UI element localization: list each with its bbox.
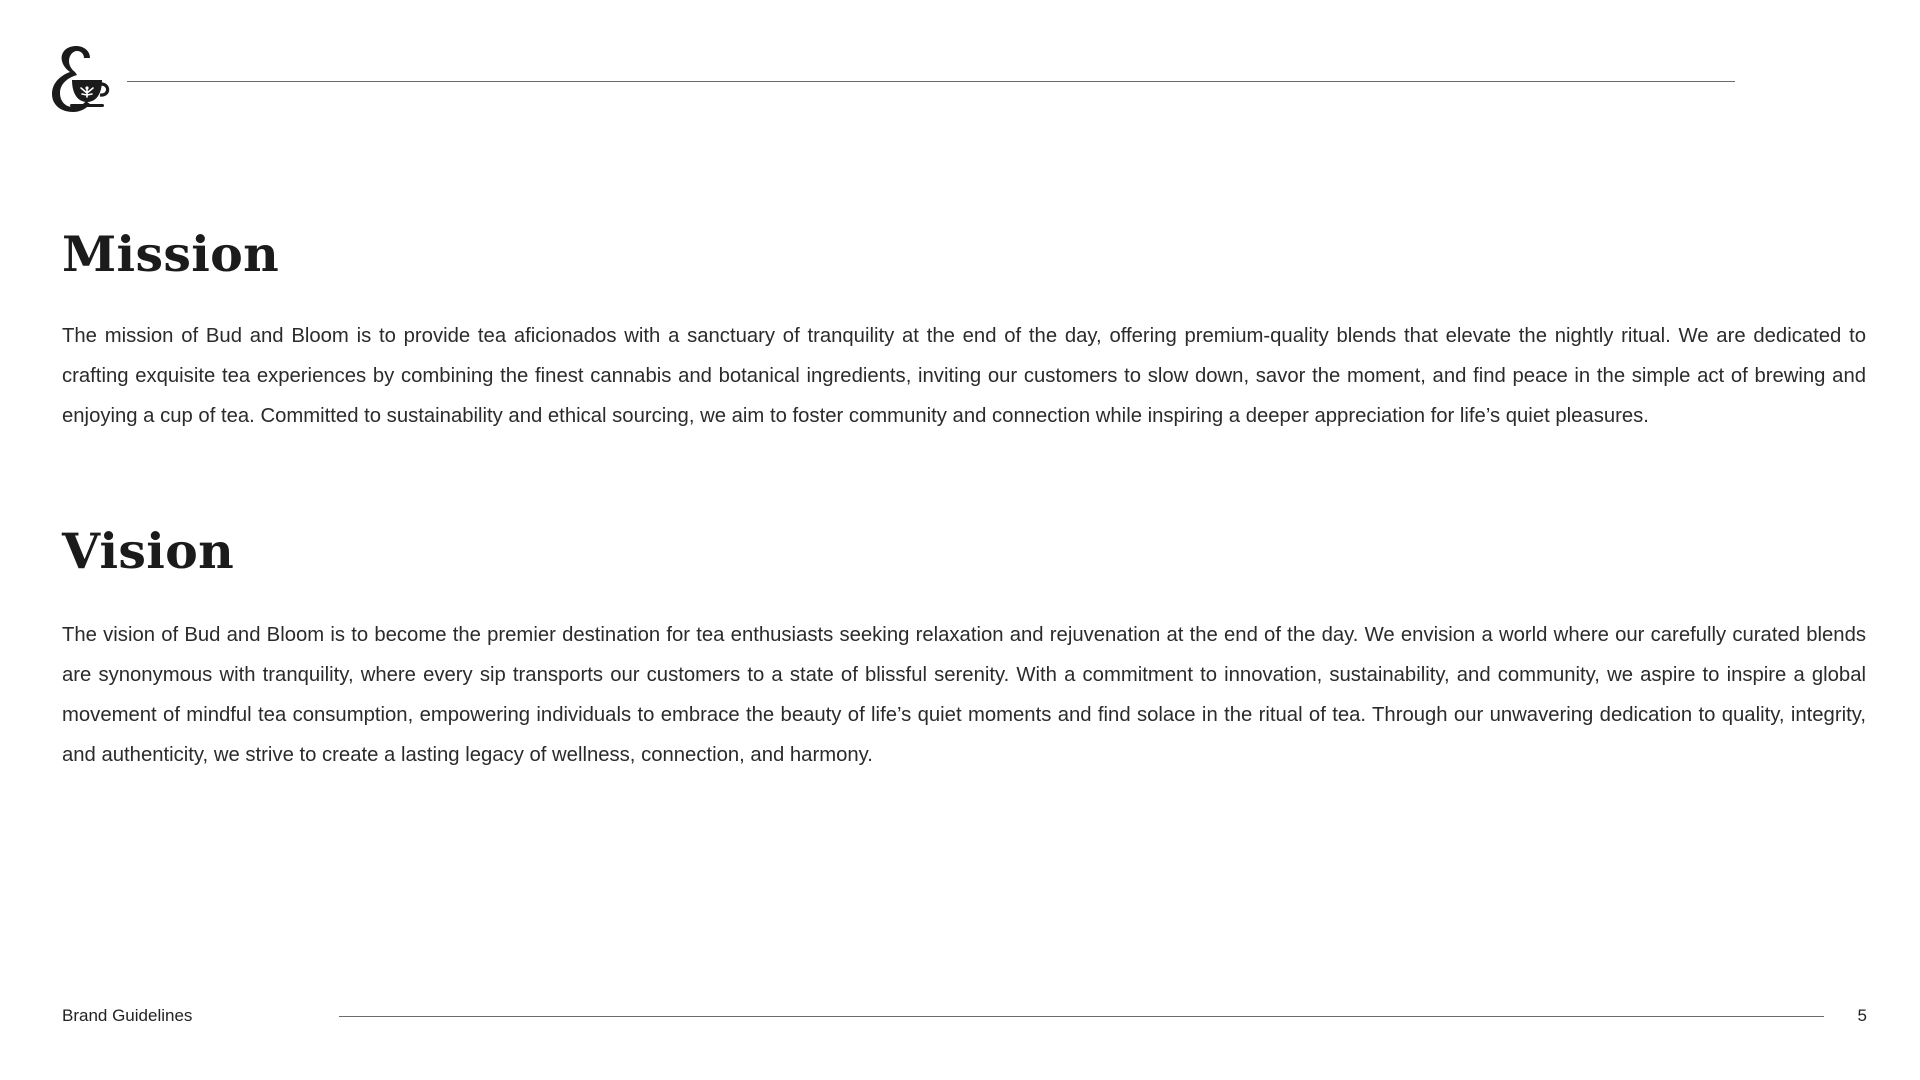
ampersand-teacup-logo-icon — [46, 44, 112, 114]
vision-heading: Vision — [62, 522, 235, 580]
mission-heading: Mission — [62, 225, 280, 283]
footer-label: Brand Guidelines — [62, 1006, 193, 1025]
vision-paragraph: The vision of Bud and Bloom is to become the premier destination for tea enthusiasts seeking relaxation and rejuvenation at the end of the day. We envision a world where our carefully curated blends are synonymous with tranquility, where every sip transports our customers to a state of blissful serenity. With a commitment to innovation, sustainability, and community, we aspire to inspire a global movement of mindful tea consumption, empowering individuals to embrace the beauty of life’s quiet moments and find solace in the ritual of tea. Through our unwavering dedication to quality, integrity, and authenticity, we strive to create a lasting legacy of wellness, connection, and harmony. — [62, 624, 1866, 766]
page-number: 5 — [1857, 1006, 1867, 1025]
footer-divider — [339, 1016, 1824, 1017]
header-divider — [127, 81, 1735, 82]
mission-paragraph: The mission of Bud and Bloom is to provide tea aficionados with a sanctuary of tranquility at the end of the day, offering premium-quality blends that elevate the nightly ritual. We are dedicated to crafting exquisite tea experiences by combining the finest cannabis and botanical ingredients, inviting our customers to slow down, savor the moment, and find peace in the simple act of brewing and enjoying a cup of tea. Committed to sustainability and ethical sourcing, we aim to foster community and connection while inspiring a deeper appreciation for life’s quiet pleasures. — [62, 325, 1866, 427]
